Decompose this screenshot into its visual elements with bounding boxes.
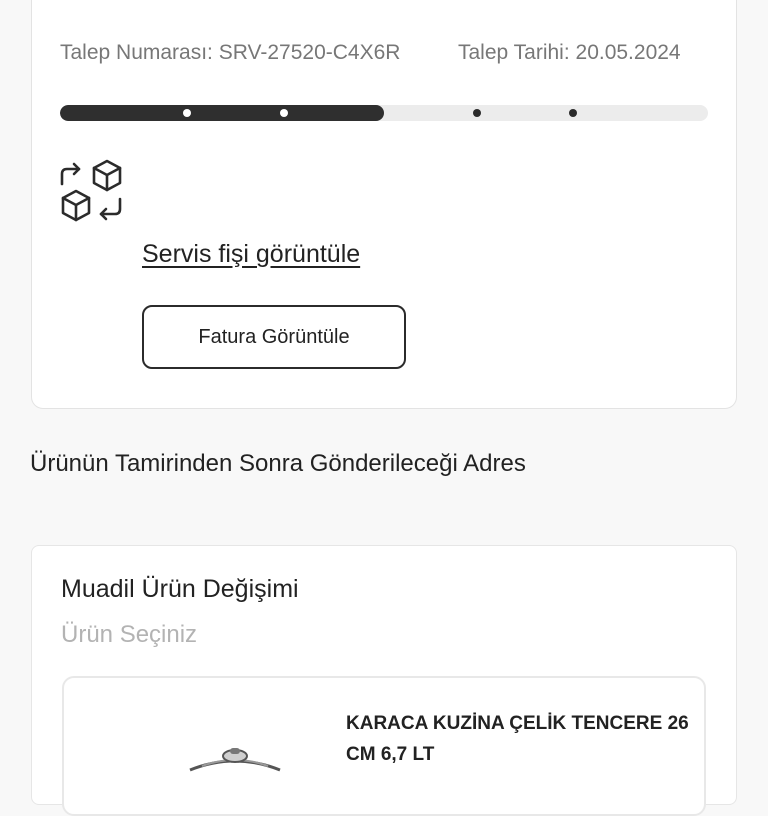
progress-step-dot-1	[183, 109, 191, 117]
product-name: KARACA KUZİNA ÇELİK TENCERE 26 CM 6,7 LT	[346, 713, 689, 765]
progress-step-dot-3	[473, 109, 481, 117]
request-progress-bar	[60, 105, 708, 121]
request-progress-fill	[60, 105, 384, 121]
equivalent-product-title: Muadil Ürün Değişimi	[61, 575, 299, 603]
request-date: Talep Tarihi: 20.05.2024	[458, 41, 681, 64]
package-exchange-icon	[57, 157, 125, 225]
request-number: Talep Numarası: SRV-27520-C4X6R	[60, 41, 401, 64]
delivery-address-title: Ürünün Tamirinden Sonra Gönderileceği Adres	[30, 450, 526, 477]
service-slip-link[interactable]: Servis fişi görüntüle	[142, 240, 361, 268]
progress-step-dot-4	[569, 109, 577, 117]
view-invoice-button[interactable]: Fatura Görüntüle	[142, 305, 406, 369]
select-product-label: Ürün Seçiniz	[61, 621, 198, 648]
progress-step-dot-2	[280, 109, 288, 117]
